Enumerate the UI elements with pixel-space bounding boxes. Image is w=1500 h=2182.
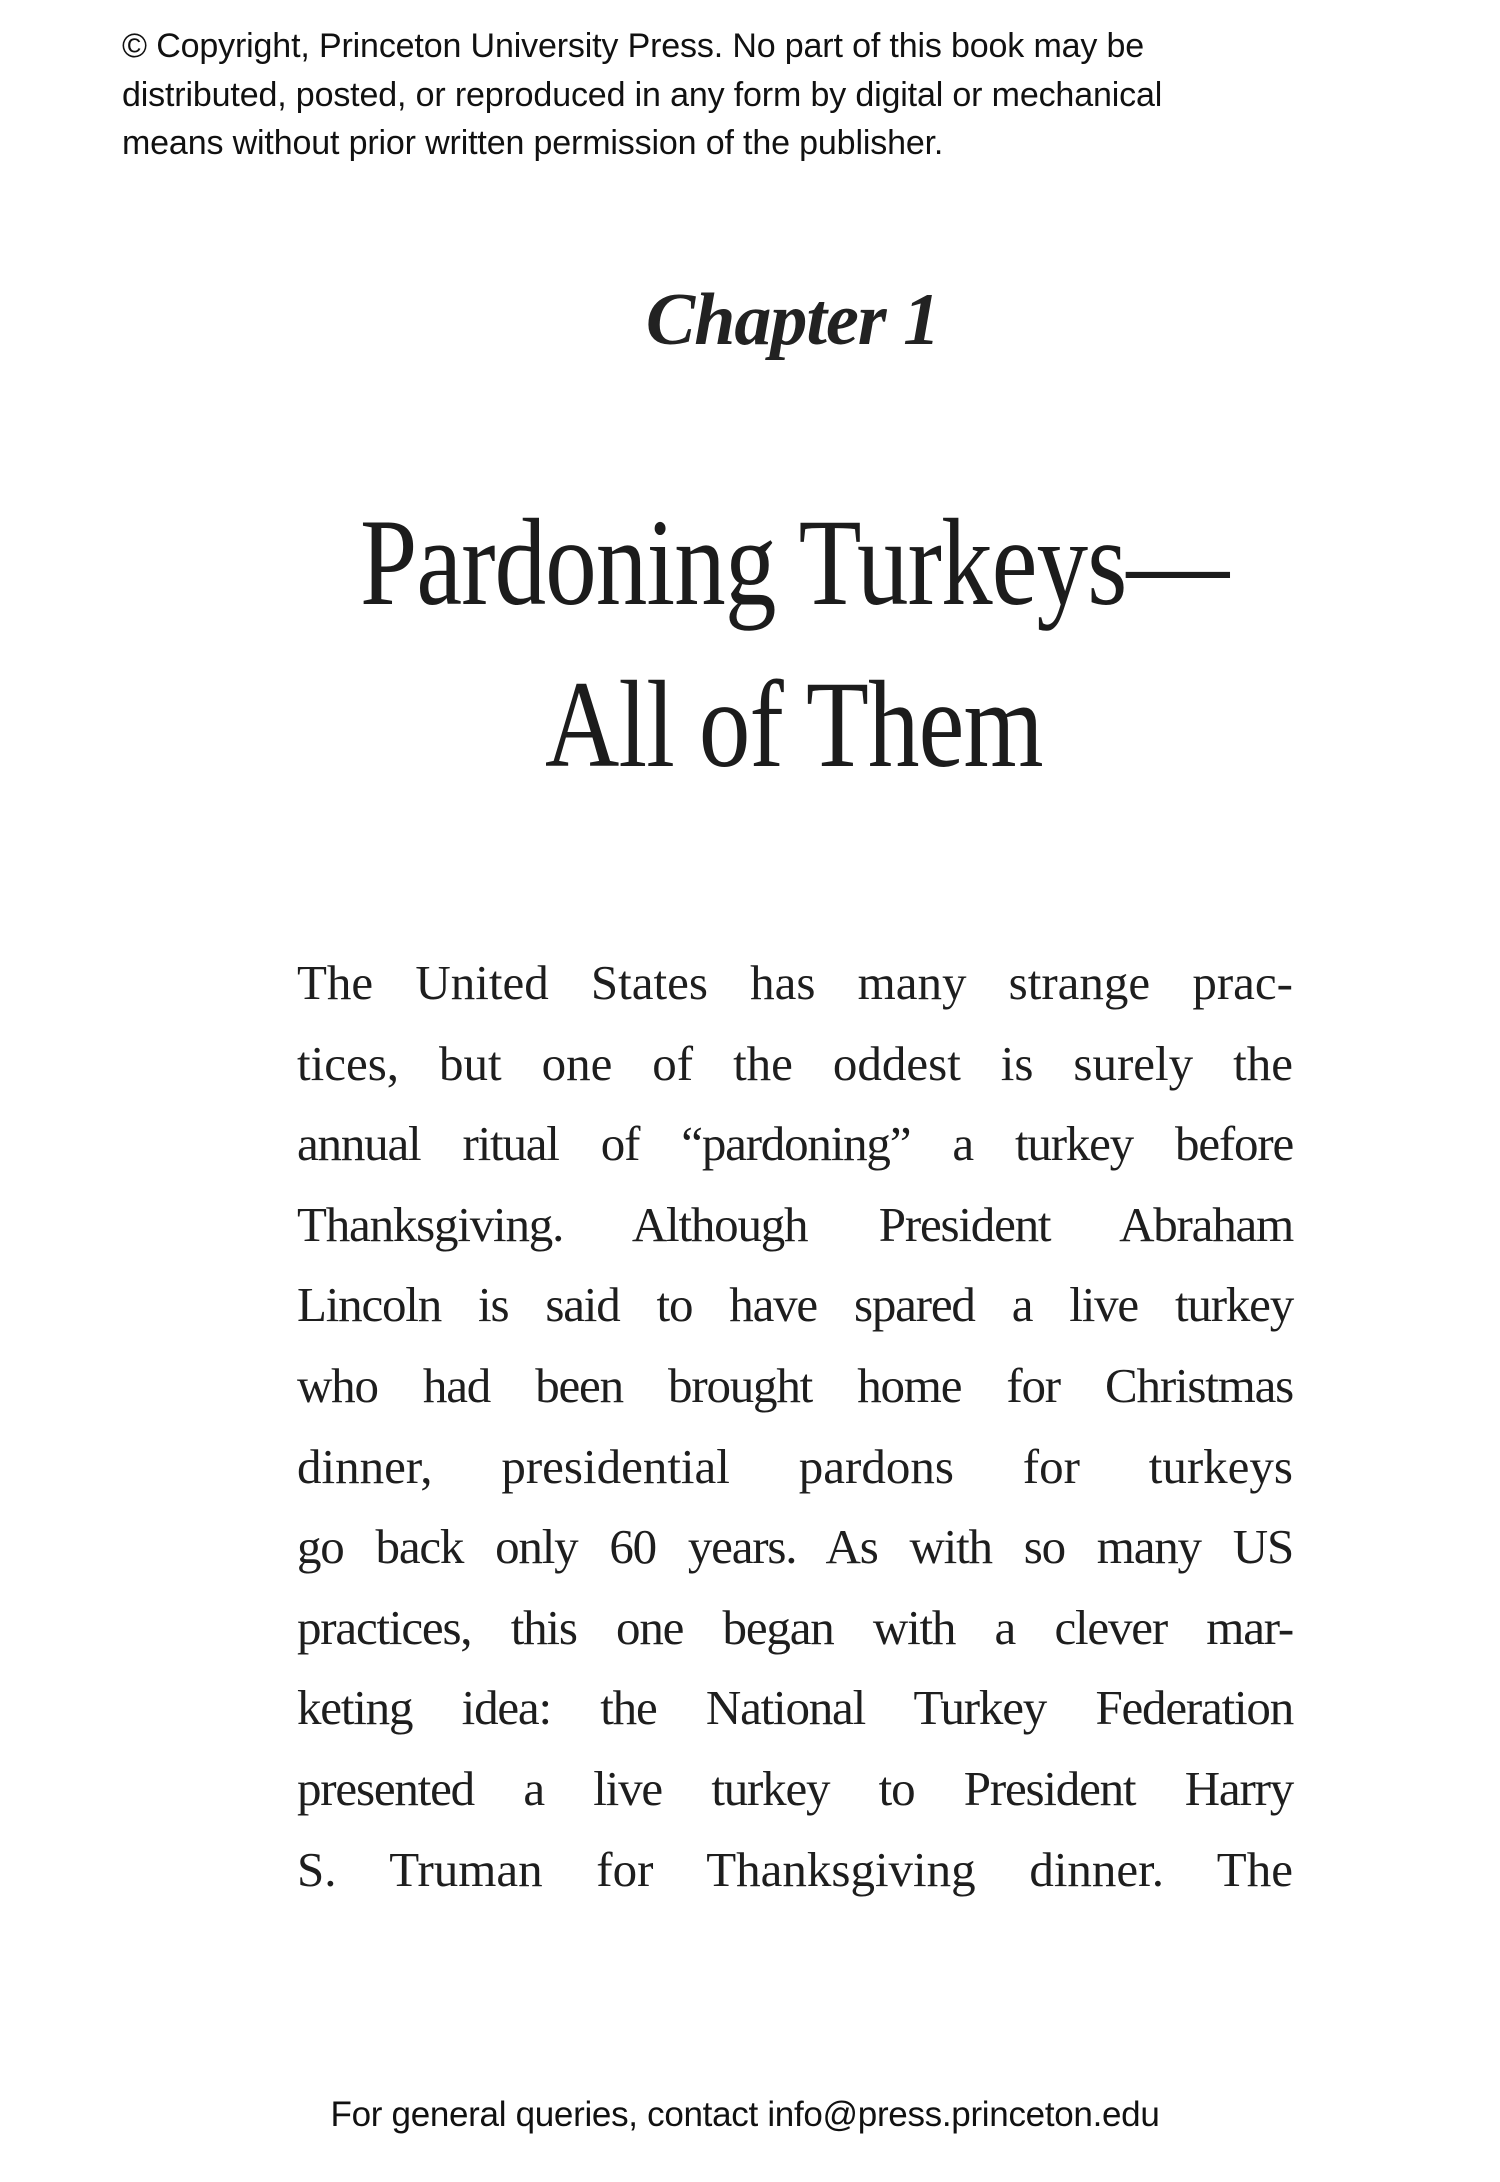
body-line: who had been brought home for Christmas: [297, 1357, 1293, 1413]
copyright-line: distributed, posted, or reproduced in any form by digital or mechanical: [122, 75, 1163, 114]
body-line: keting idea: the National Turkey Federation: [297, 1680, 1293, 1736]
body-line: S. Truman for Thanksgiving dinner. The: [297, 1841, 1293, 1897]
body-paragraph: [297, 943, 1293, 1910]
body-line: go back only 60 years. As with so many US: [297, 1519, 1293, 1575]
chapter-title-text: All of Them: [545, 656, 1043, 793]
copyright-line: means without prior written permission of the publisher.: [122, 124, 944, 162]
body-line: The United States has many strange prac-: [297, 955, 1293, 1010]
body-line: practices, this one began with a clever mar-: [297, 1599, 1293, 1655]
body-line: tices, but one of the oddest is surely the: [297, 1035, 1293, 1091]
body-line: annual ritual of “pardoning” a turkey before: [297, 1116, 1293, 1172]
body-line: Lincoln is said to have spared a live turkey: [297, 1277, 1293, 1333]
chapter-title-line: [0, 482, 1500, 644]
body-line: dinner, presidential pardons for turkeys: [297, 1438, 1293, 1494]
contact-footer: For general queries, contact info@press.princeton.edu: [330, 2095, 1160, 2134]
copyright-notice: [122, 22, 1422, 168]
chapter-title: [0, 482, 1500, 806]
chapter-label: Chapter 1: [645, 279, 940, 361]
chapter-title-text: Pardoning Turkeys—: [359, 494, 1229, 631]
body-line: presented a live turkey to President Harry: [297, 1760, 1293, 1816]
copyright-line: © Copyright, Princeton University Press. No part of this book may be: [122, 27, 1145, 65]
chapter-title-line: [0, 644, 1500, 806]
body-line: Thanksgiving. Although President Abraham: [297, 1196, 1293, 1252]
